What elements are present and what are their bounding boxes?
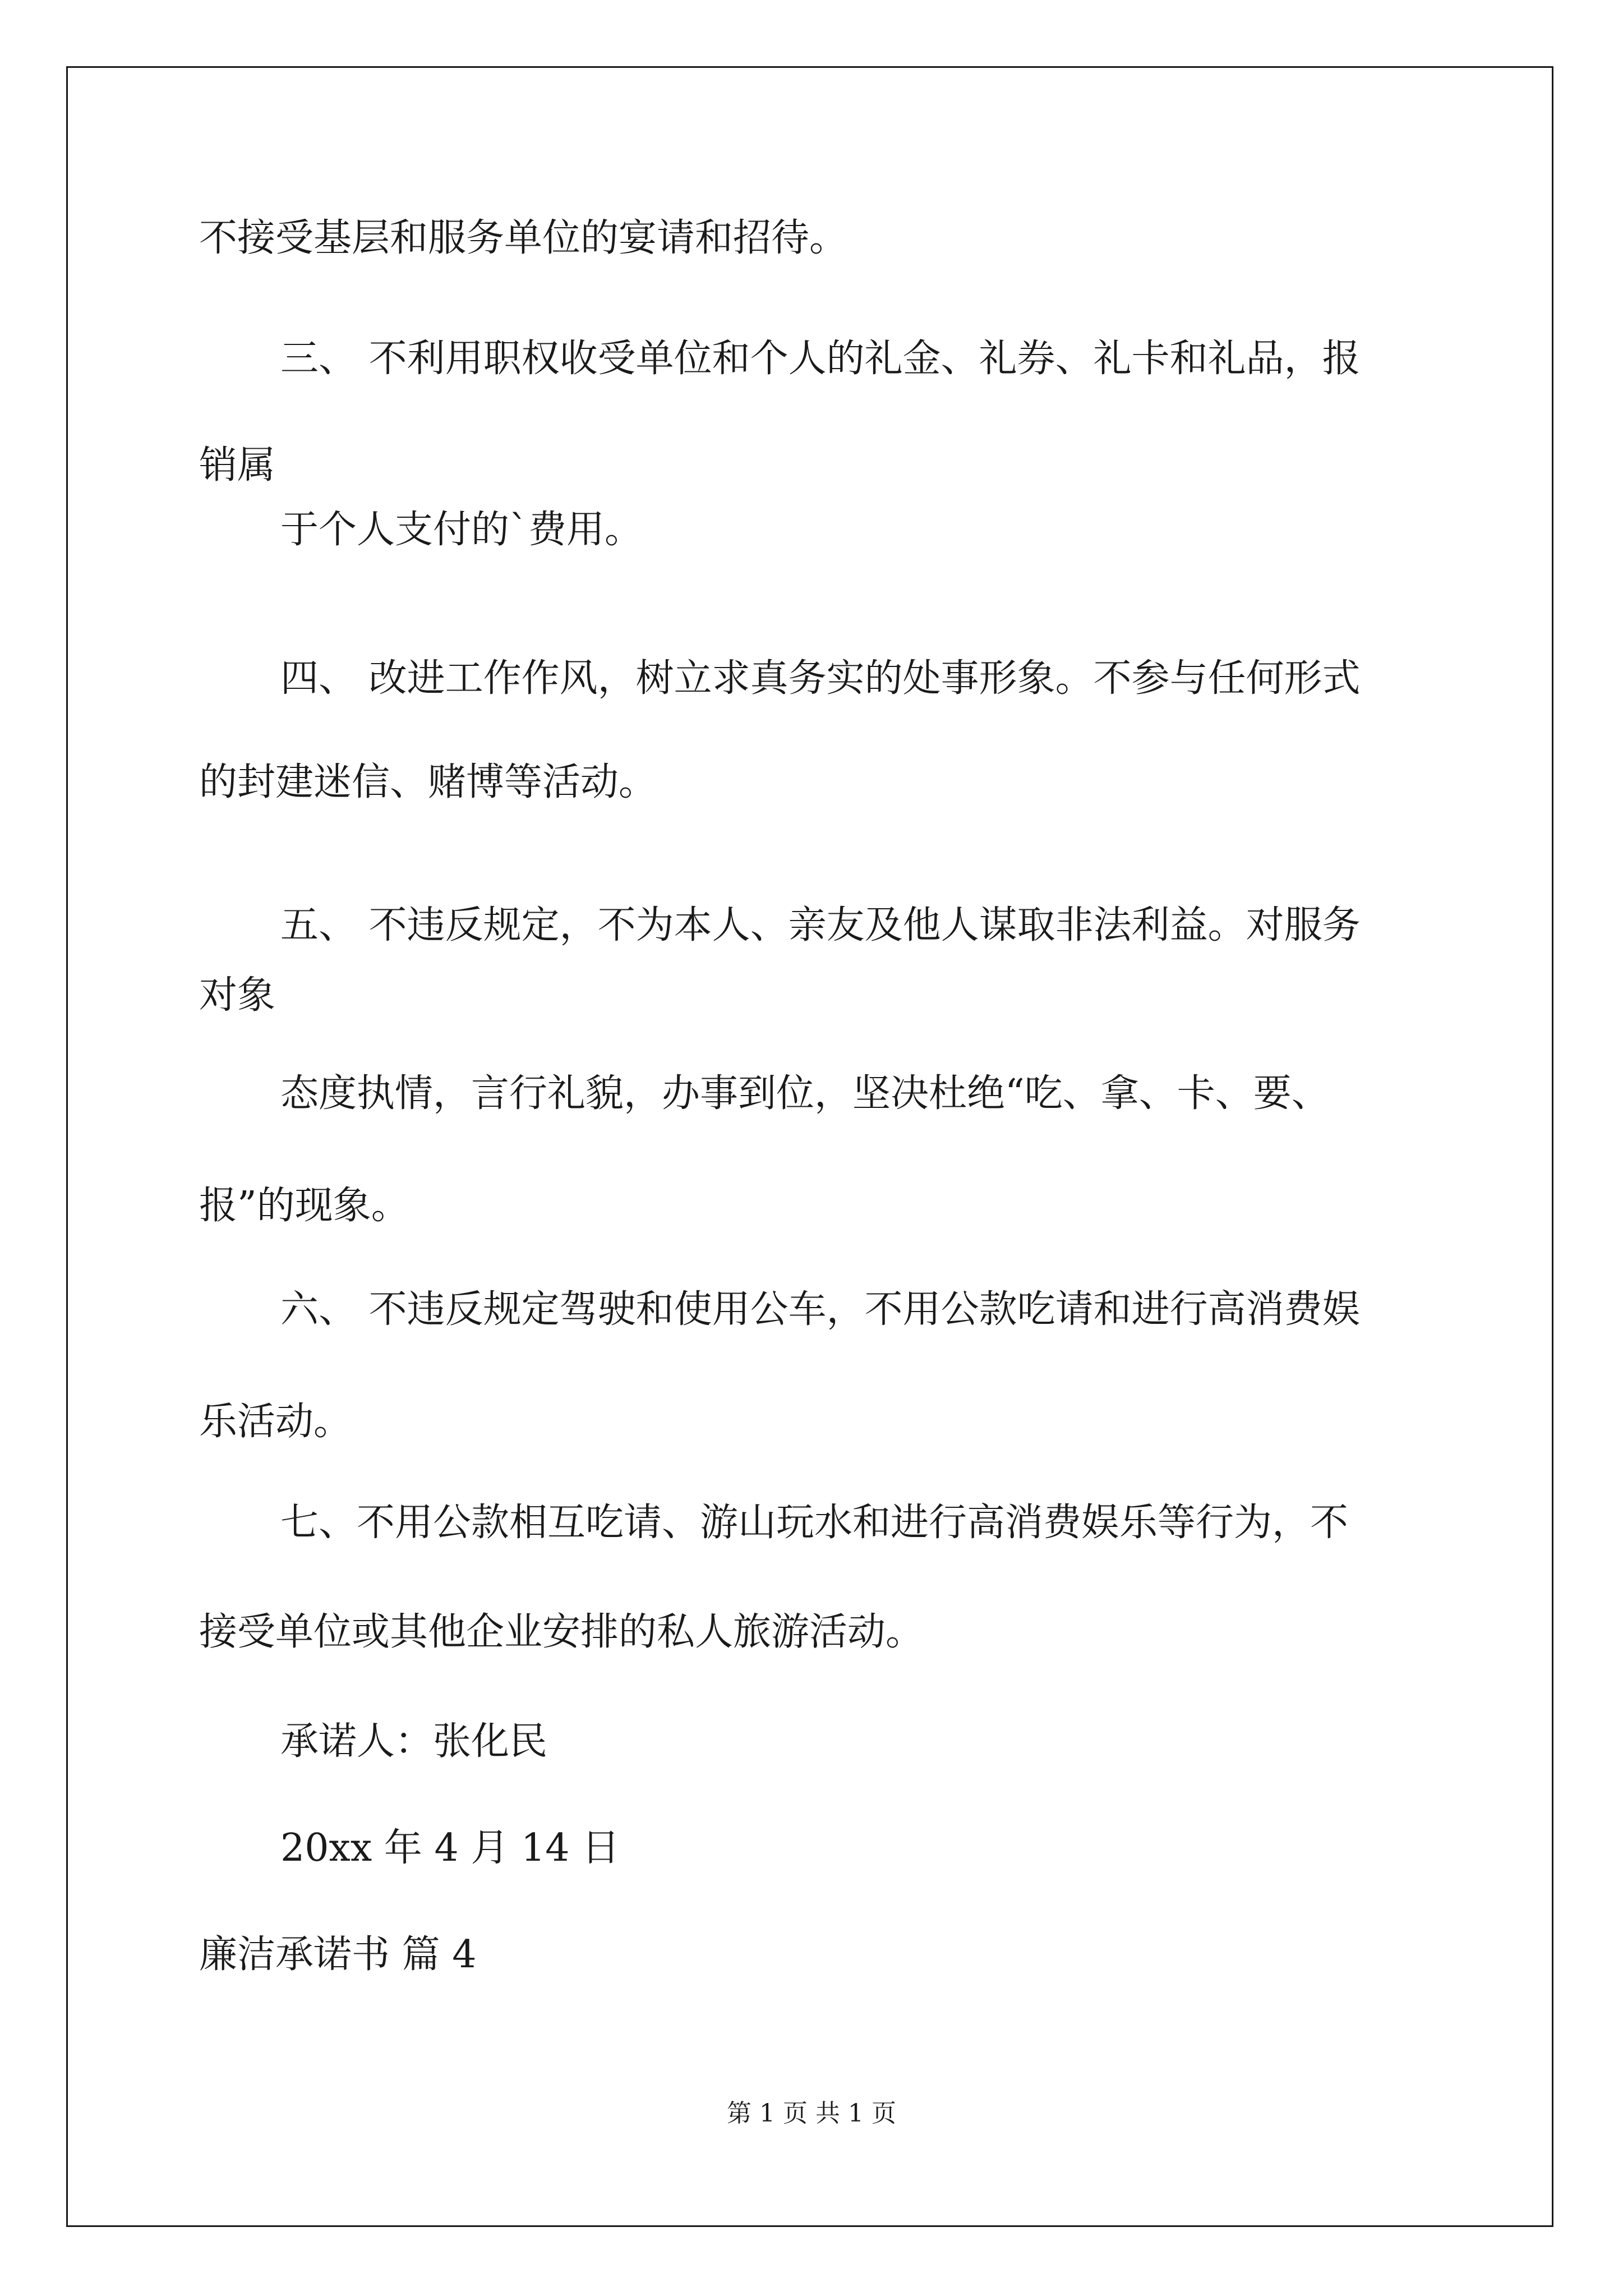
text-line: 不接受基层和服务单位的宴请和招待。 bbox=[199, 216, 848, 260]
page-border bbox=[66, 66, 1553, 2227]
page-footer: 第 1 页 共 1 页 bbox=[727, 2099, 896, 2128]
text-line: 于个人支付的`费用。 bbox=[280, 508, 643, 552]
text-line: 态度执情，言行礼貌，办事到位，坚决杜绝“吃、拿、卡、要、 bbox=[280, 1071, 1330, 1116]
text-line: 对象 bbox=[199, 973, 276, 1018]
text-line: 四、 改进工作作风，树立求真务实的处事形象。不参与任何形式 bbox=[280, 656, 1361, 701]
text-line: 接受单位或其他企业安排的私人旅游活动。 bbox=[199, 1610, 924, 1654]
text-line: 七、不用公款相互吃请、游山玩水和进行高消费娱乐等行为，不 bbox=[280, 1501, 1349, 1545]
text-line: 乐活动。 bbox=[199, 1400, 352, 1444]
text-line: 报”的现象。 bbox=[199, 1184, 409, 1228]
signatory-line: 承诺人：张化民 bbox=[280, 1719, 548, 1764]
text-line: 三、 不利用职权收受单位和个人的礼金、礼券、礼卡和礼品，报 bbox=[280, 337, 1361, 381]
text-line: 销属 bbox=[199, 443, 276, 487]
text-line: 六、 不违反规定驾驶和使用公车，不用公款吃请和进行高消费娱 bbox=[280, 1287, 1361, 1332]
text-line: 五、 不违反规定，不为本人、亲友及他人谋取非法利益。对服务 bbox=[280, 903, 1361, 947]
section-heading: 廉洁承诺书 篇 4 bbox=[199, 1932, 477, 1977]
text-line: 的封建迷信、赌博等活动。 bbox=[199, 760, 657, 804]
date-line: 20xx 年 4 月 14 日 bbox=[280, 1826, 620, 1870]
